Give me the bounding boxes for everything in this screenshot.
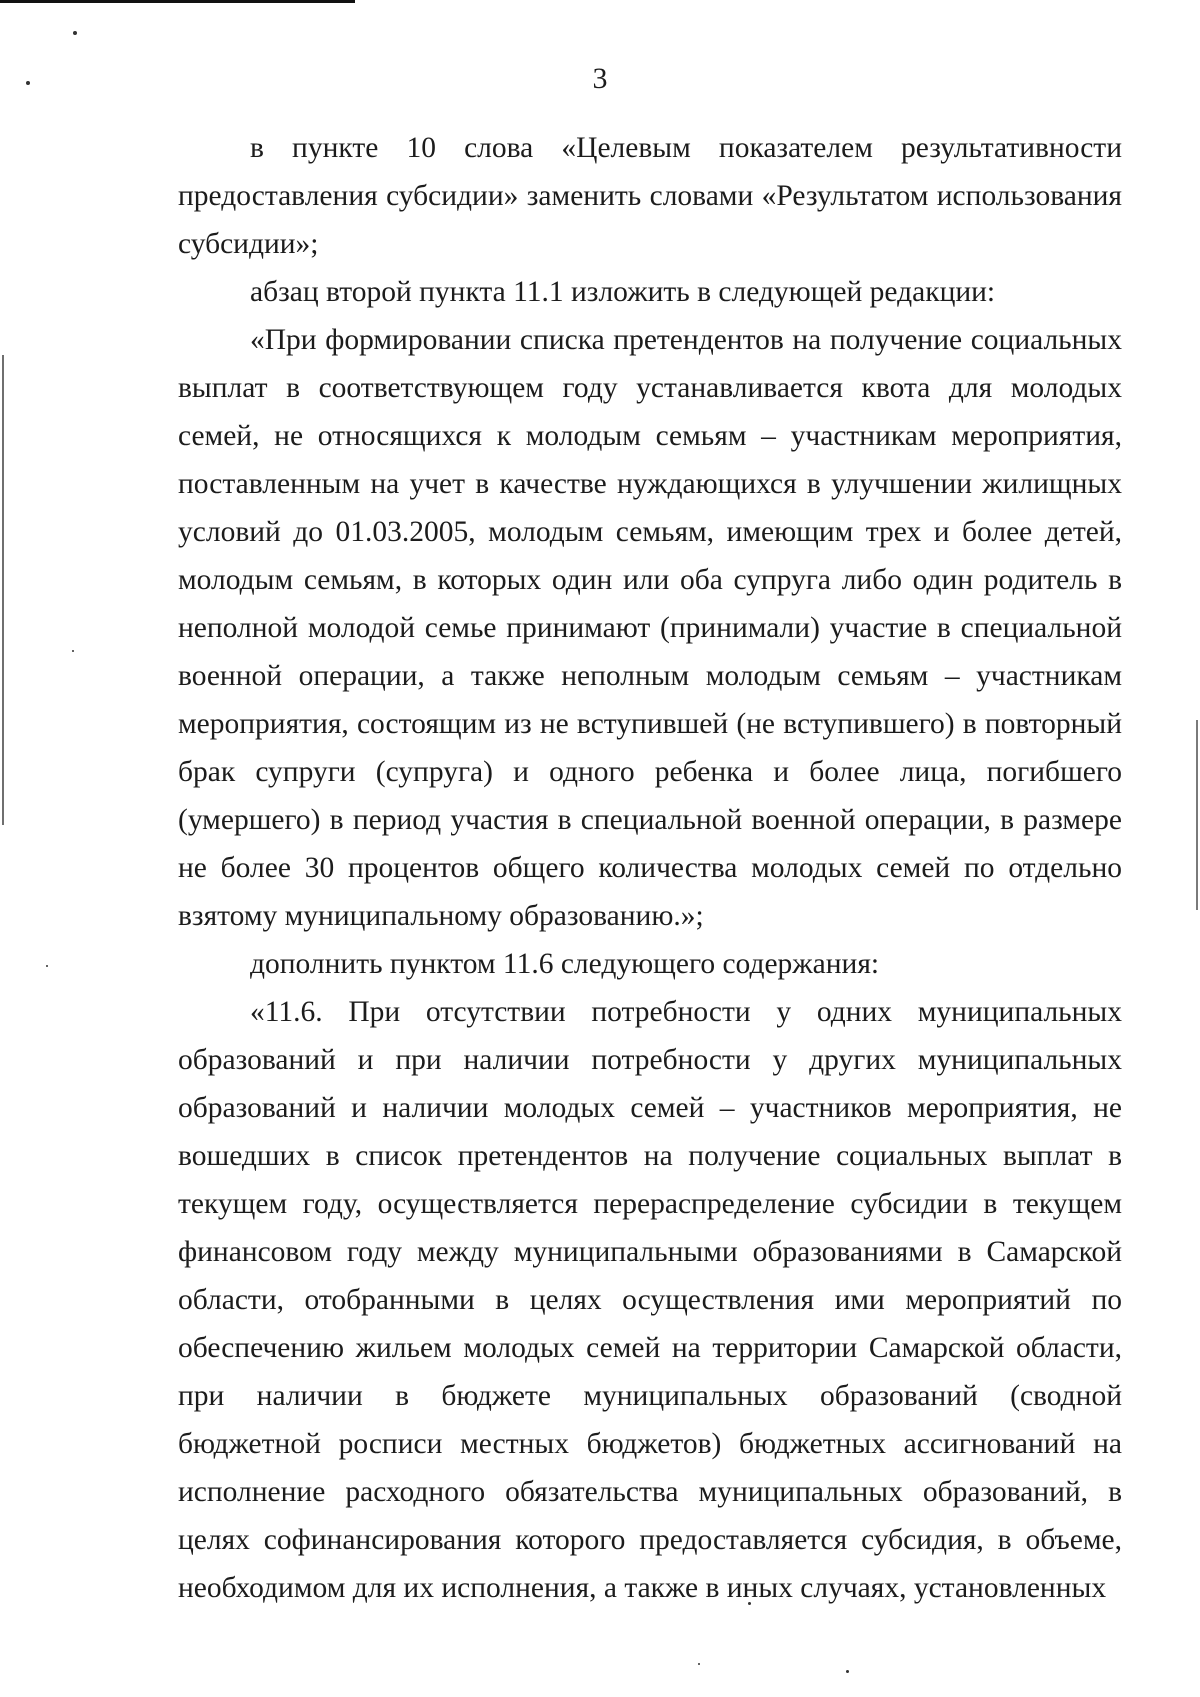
scan-speck [73, 31, 77, 35]
document-body [178, 124, 1122, 1612]
scan-speck [846, 1670, 849, 1673]
paragraph-item-10-amendment: в пункте 10 слова «Целевым показателем результативности предоставления субсидии» заменить словами «Результатом использования субсидии»; [178, 132, 1122, 260]
scan-edge-line-top [0, 0, 355, 3]
page-number: 3 [592, 62, 608, 95]
scan-speck [72, 650, 74, 652]
scan-edge-line-left [2, 355, 4, 825]
paragraph-item-11-6-text: «11.6. При отсутствии потребности у одних муниципальных образований и при наличии потребности у других муниципальных образований и наличии молодых семей – участников мероприятия, не вошедших в список претендентов на получение социальных выплат в текущем году, осуществляется перераспределение субсидии в текущем финансовом году между муниципальными образованиями в Самарской области, отобранными в целях осуществления ими мероприятий по обеспечению жильем молодых семей на территории Самарской области, при наличии в бюджете муниципальных образований (сводной бюджетной росписи местных бюджетов) бюджетных ассигнований на исполнение расходного обязательства муниципальных образований, в целях софинансирования которого предоставляется субсидия, в объеме, необходимом для их исполнения, а также в иных случаях, установленных [178, 996, 1122, 1604]
paragraph-item-11-1-intro: абзац второй пункта 11.1 изложить в следующей редакции: [250, 276, 996, 308]
scan-speck [46, 965, 48, 967]
scan-edge-line-right [1196, 720, 1198, 910]
paragraph-item-11-6-intro: дополнить пунктом 11.6 следующего содержания: [250, 948, 880, 980]
scan-speck [698, 1663, 700, 1665]
paragraph-quota-text: «При формировании списка претендентов на получение социальных выплат в соответствующем году устанавливается квота для молодых семей, не относящихся к молодым семьям – участникам мероприятия, поставленным на учет в качестве нуждающихся в улучшении жилищных условий до 01.03.2005, молодым семьям, имеющим трех и более детей, молодым семьям, в которых один или оба супруга либо один родитель в неполной молодой семье принимают (принимали) участие в специальной военной операции, а также неполным молодым семьям – участникам мероприятия, состоящим из не вступившей (не вступившего) в повторный брак супруги (супруга) и одного ребенка и более лица, погибшего (умершего) в период участия в специальной военной операции, в размере не более 30 процентов общего количества молодых семей по отдельно взятому муниципальному образованию.»; [178, 324, 1122, 932]
